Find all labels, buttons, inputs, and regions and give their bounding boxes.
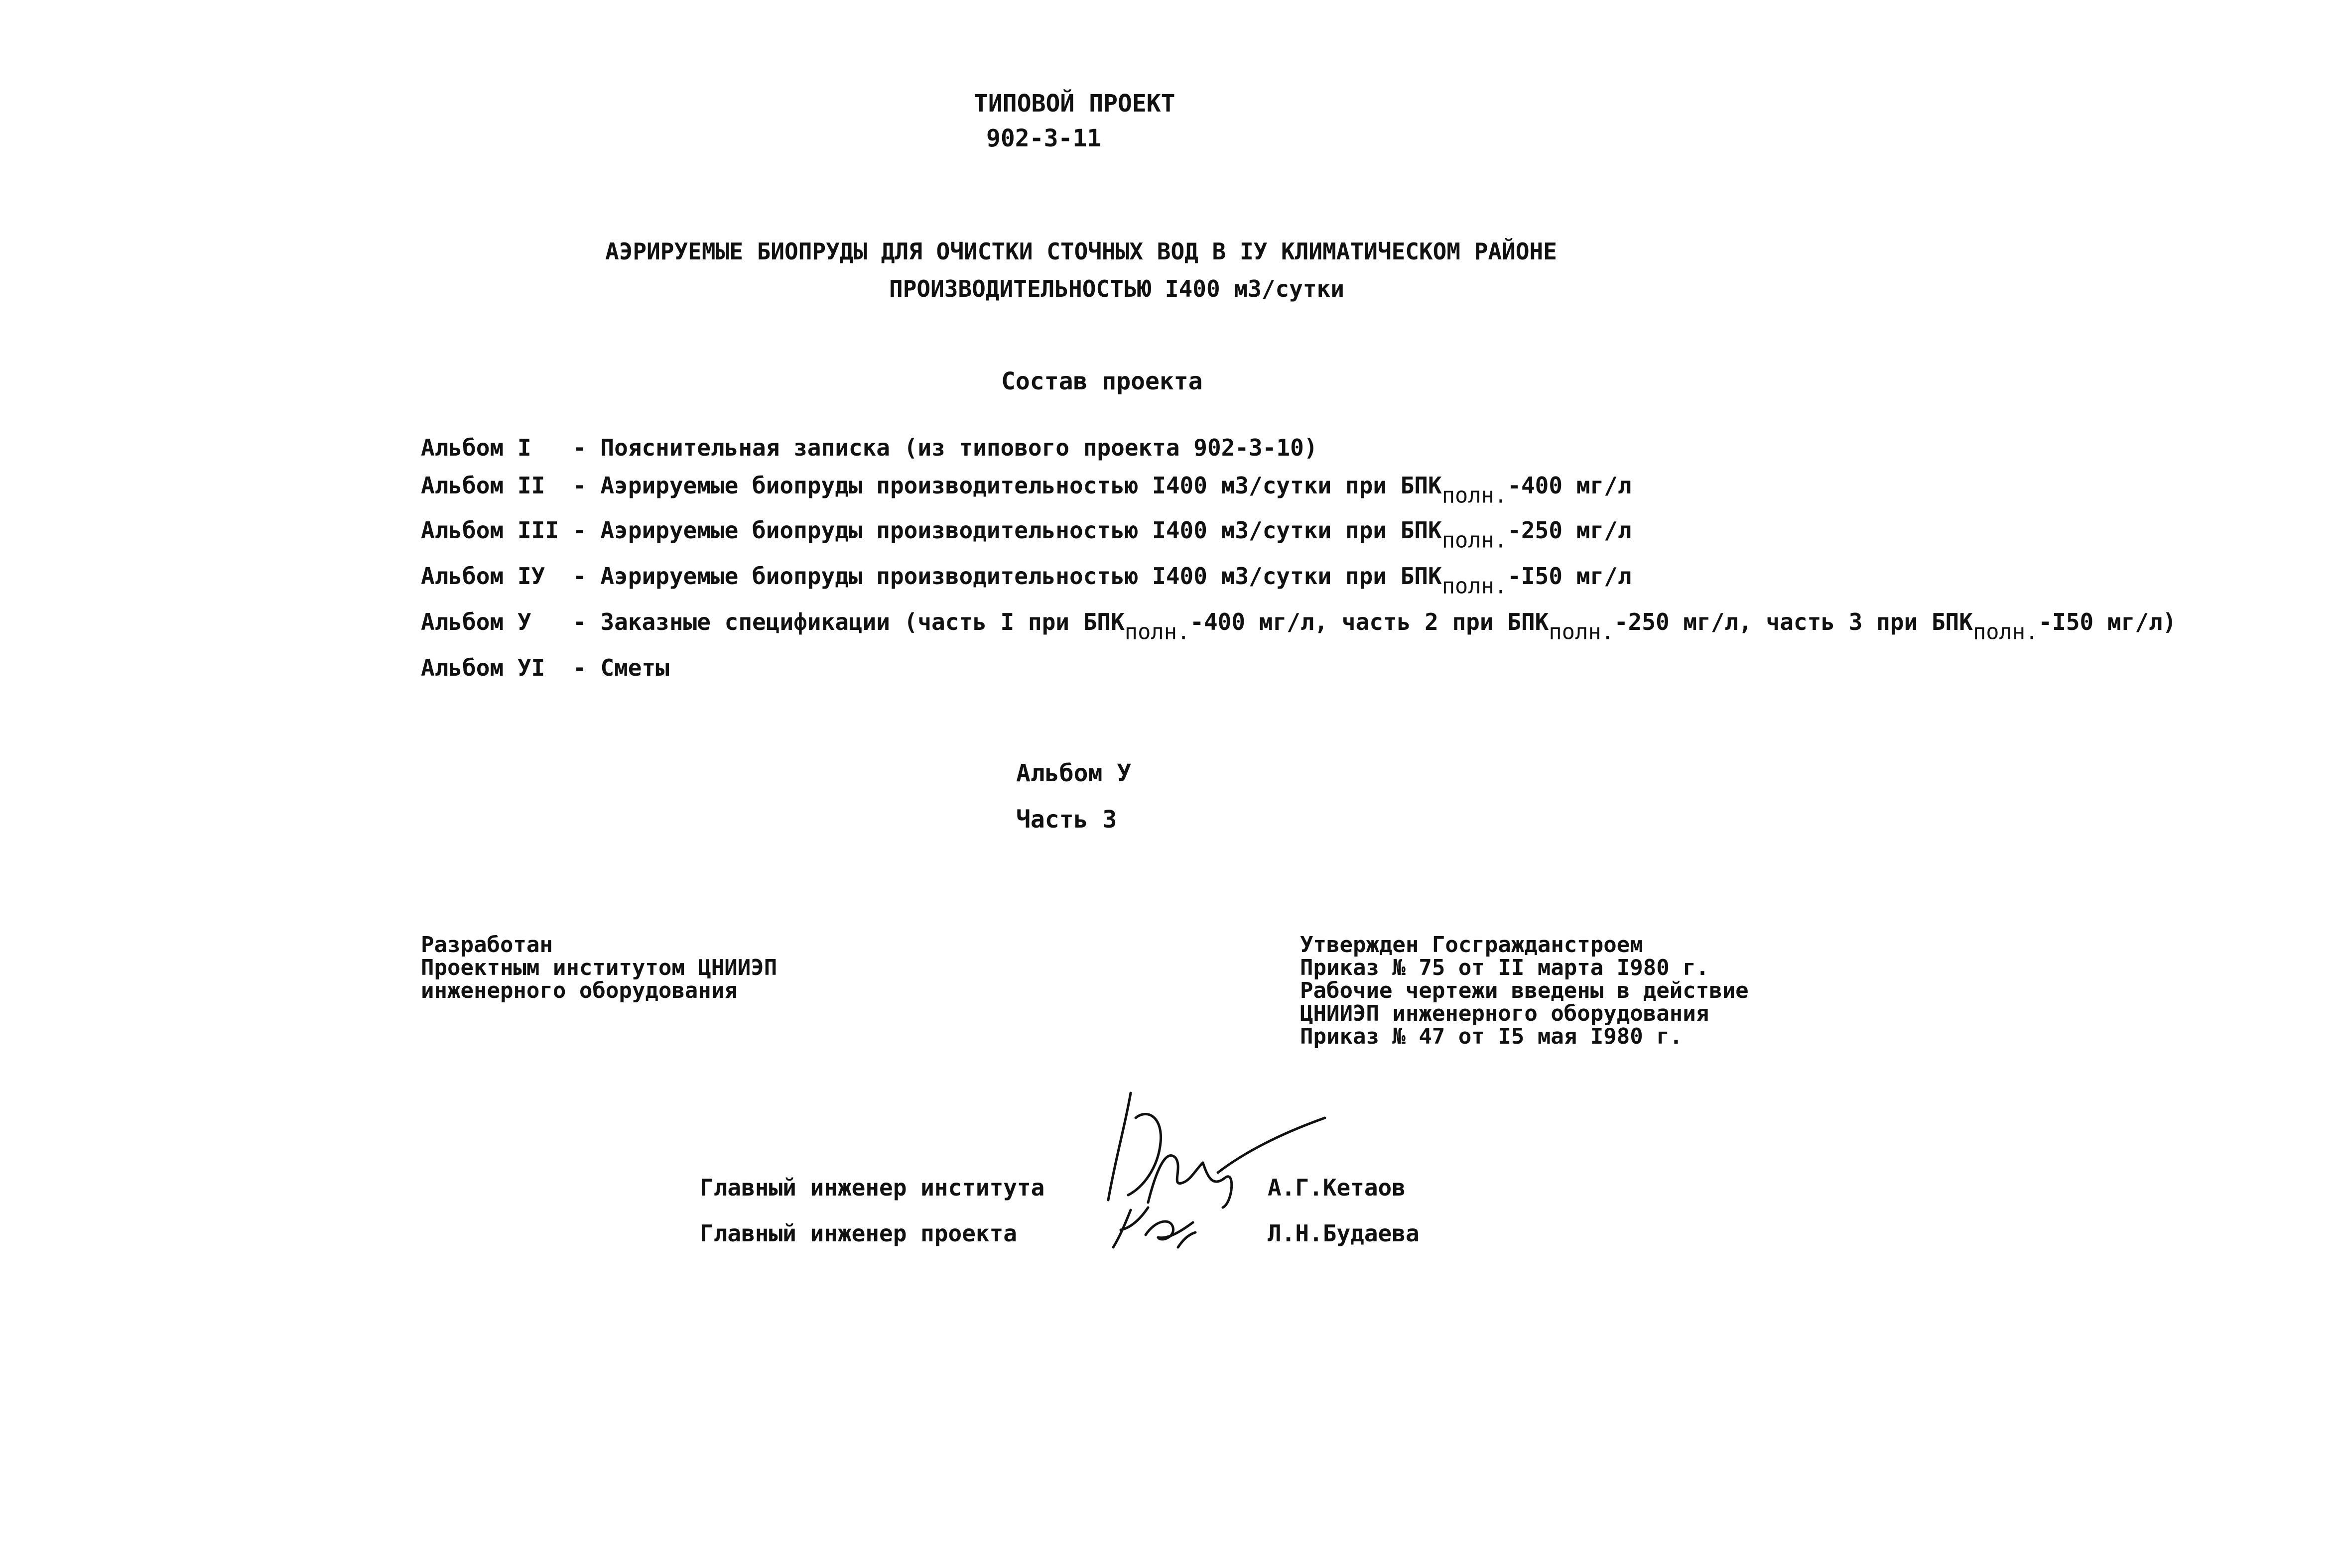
developed-line-1: Разработан (421, 932, 553, 958)
subscript: полн. (1124, 619, 1190, 645)
album-desc-text: -250 мг/л, часть 3 при БПК (1614, 608, 1973, 635)
contents-heading: Состав проекта (1001, 367, 1203, 395)
album-label: Альбом III (421, 517, 559, 544)
title-line-1: АЭРИРУЕМЫЕ БИОПРУДЫ ДЛЯ ОЧИСТКИ СТОЧНЫХ ВОД В IУ КЛИМАТИЧЕСКОМ РАЙОНЕ (605, 238, 1557, 265)
approved-line-4: ЦНИИЭП инженерного оборудования (1300, 1001, 1709, 1026)
album-desc-value: -250 мг/л (1507, 517, 1632, 544)
album-desc-text: -400 мг/л, часть 2 при БПК (1190, 608, 1549, 635)
album-description (573, 563, 1632, 599)
current-part: Часть 3 (1016, 806, 1117, 834)
album-desc-text: - Заказные спецификации (часть I при БПК (573, 608, 1125, 635)
album-description (573, 608, 2176, 644)
handwritten-signature (1101, 1088, 1330, 1217)
album-desc-value: -400 мг/л (1507, 472, 1632, 499)
handwritten-signature (1108, 1200, 1208, 1255)
subscript: полн. (1441, 482, 1508, 508)
album-label: Альбом У (421, 608, 531, 635)
signature-role: Главный инженер института (700, 1174, 1045, 1201)
album-label: Альбом II (421, 472, 545, 499)
approved-line-1: Утвержден Госгражданстроем (1300, 932, 1643, 958)
album-desc-text: - Аэрируемые биопруды производительностью I400 м3/сутки при БПК (573, 472, 1442, 499)
album-label: Альбом I (421, 434, 531, 461)
album-label: Альбом УI (421, 654, 545, 681)
approved-line-2: Приказ № 75 от II марта I980 г. (1300, 955, 1709, 980)
album-label: Альбом IУ (421, 563, 545, 590)
approved-line-3: Рабочие чертежи введены в действие (1300, 978, 1749, 1003)
current-album: Альбом У (1016, 759, 1132, 787)
album-description: - Пояснительная записка (из типового проекта 902-3-10) (573, 434, 1318, 461)
subscript: полн. (1441, 573, 1508, 599)
album-desc-text: - Аэрируемые биопруды производительностью I400 м3/сутки при БПК (573, 563, 1442, 590)
album-description: - Сметы (573, 654, 669, 681)
signature-name: Л.Н.Будаева (1268, 1220, 1420, 1247)
approved-line-5: Приказ № 47 от I5 мая I980 г. (1300, 1024, 1683, 1049)
project-type: ТИПОВОЙ ПРОЕКТ (974, 90, 1175, 118)
subscript: полн. (1549, 619, 1614, 645)
subscript: полн. (1972, 619, 2039, 645)
album-desc-value: -I50 мг/л (1507, 563, 1632, 590)
album-description (573, 472, 1632, 508)
project-number: 902-3-11 (986, 124, 1102, 152)
signature-name: А.Г.Кетаов (1268, 1174, 1406, 1201)
album-desc-text: - Аэрируемые биопруды производительностью I400 м3/сутки при БПК (573, 517, 1442, 544)
developed-line-3: инженерного оборудования (421, 978, 738, 1003)
title-line-2: ПРОИЗВОДИТЕЛЬНОСТЬЮ I400 м3/сутки (889, 275, 1344, 302)
developed-line-2: Проектным институтом ЦНИИЭП (421, 955, 778, 980)
signature-role: Главный инженер проекта (700, 1220, 1017, 1247)
album-desc-text: -I50 мг/л) (2038, 608, 2177, 635)
subscript: полн. (1441, 527, 1508, 553)
album-description (573, 517, 1632, 553)
